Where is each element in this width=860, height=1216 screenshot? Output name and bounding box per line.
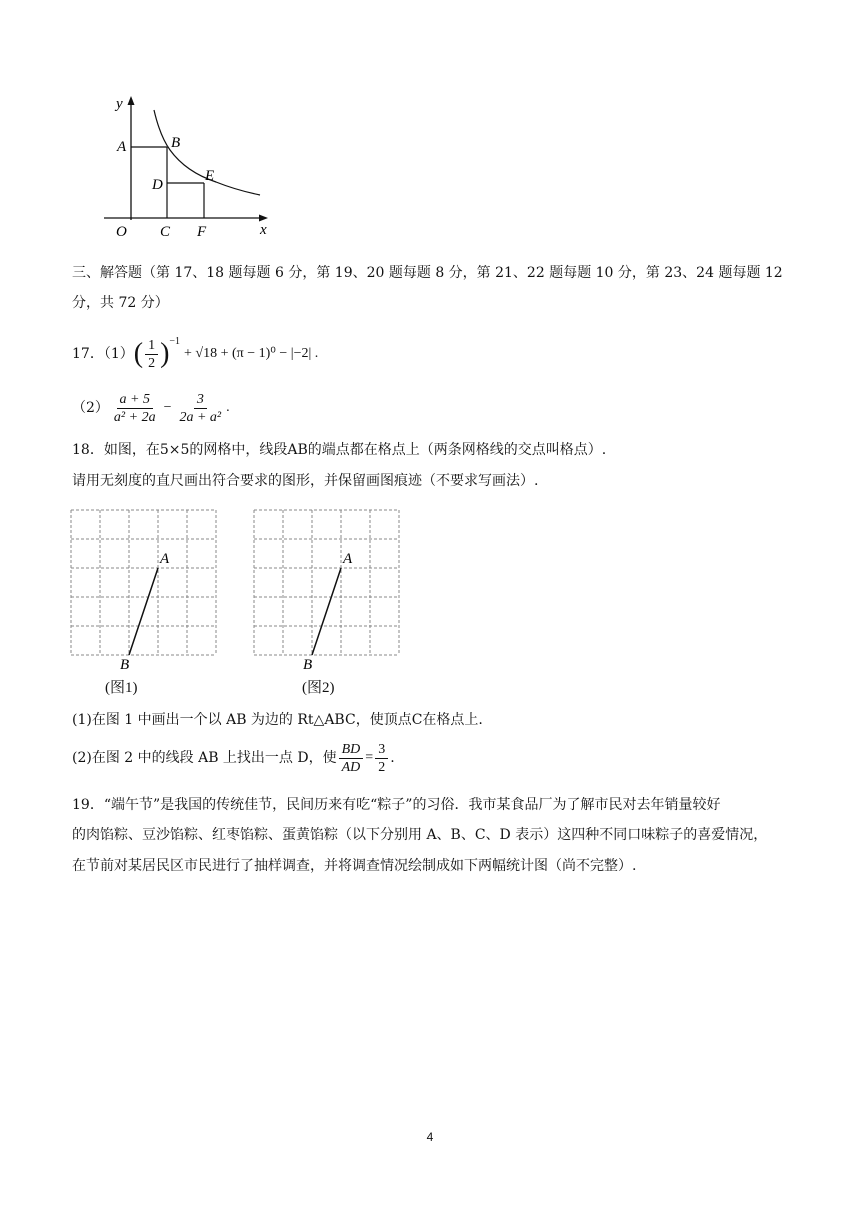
q19-line2: 的肉馅粽、豆沙馅粽、红枣馅粽、蛋黄馅粽（以下分别用 A、B、C、D 表示）这四种不同口味粽子的喜爱情况， [72, 827, 768, 843]
label-e: E [205, 168, 215, 184]
grid-2-segment-ab [312, 568, 341, 655]
y-axis-arrow [128, 96, 135, 105]
q18-part2-value [375, 741, 388, 776]
grid-figure-2 [251, 507, 401, 672]
label-x: x [260, 222, 267, 238]
grid-1-label-a: A [160, 551, 170, 567]
grid-2-caption: (图2) [302, 680, 335, 696]
q18-part1: (1)在图 1 中画出一个以 AB 为边的 Rt△ABC，使顶点C在格点上. [72, 712, 483, 728]
q17-half-fraction [145, 337, 158, 372]
q17-part2-label: （2） [72, 400, 109, 416]
q17-part1: 17．（1） ( $\frac{1}{2}$ ) $^{-1}$ + √18 + (π − 1)⁰ − |−2| . [72, 334, 318, 374]
grid-1-lines [71, 510, 216, 655]
function-graph [96, 92, 286, 242]
label-d: D [152, 177, 163, 193]
grid-2-label-b: B [303, 657, 313, 672]
q17-number: 17．（1） [72, 346, 134, 362]
q17-frac-num: 1 [145, 337, 158, 355]
q19-line3: 在节前对某居民区市民进行了抽样调查，并将调查情况绘制成如下两幅统计图（尚不完整）. [72, 858, 637, 874]
q18-ratio-den: AD [341, 759, 361, 775]
grid-figure-1 [68, 507, 218, 672]
q17-f1-num: a + 5 [117, 391, 153, 409]
label-y: y [116, 96, 123, 112]
q18-value-num: 3 [375, 741, 388, 759]
q17-f2-num: 3 [194, 391, 207, 409]
q17-f2-den: 2a + a² [179, 409, 222, 425]
q18-ratio-num: BD [339, 741, 364, 759]
q17-fraction-2 [176, 391, 224, 426]
q18-part2-text: (2)在图 2 中的线段 AB 上找出一点 D，使 [72, 750, 337, 766]
label-f: F [197, 224, 207, 240]
grid-1-caption: (图1) [105, 680, 138, 696]
q17-end: . [226, 400, 230, 415]
grid-1-segment-ab [129, 568, 158, 655]
q19-line1: 19．“端午节”是我国的传统佳节，民间历来有吃“粽子”的习俗．我市某食品厂为了解市民对去年销量较好 [72, 797, 721, 813]
grid-1-label-b: B [120, 657, 130, 672]
q18-equals: = [365, 750, 374, 765]
section-3-heading-line2: 分，共 72 分） [72, 295, 169, 311]
x-axis-arrow [259, 215, 268, 222]
grid-2-label-a: A [343, 551, 353, 567]
q17-f1-den: a² + 2a [113, 409, 156, 425]
page-number: 4 [426, 1130, 434, 1144]
q17-exponent: −1 [169, 336, 181, 347]
label-a: A [117, 139, 127, 155]
q17-fraction-1 [111, 391, 159, 426]
q18-stem-line2: 请用无刻度的直尺画出符合要求的图形，并保留画图痕迹（不要求写画法）. [72, 473, 539, 489]
q17-rest: + √18 + (π − 1)⁰ − |−2| . [184, 346, 319, 361]
q18-part2-end: . [390, 750, 395, 766]
label-c: C [160, 224, 171, 240]
grid-2-lines [254, 510, 399, 655]
q18-value-den: 2 [378, 759, 386, 775]
q17-frac-den: 2 [148, 355, 156, 371]
section-3-heading-line1: 三、解答题（第 17、18 题每题 6 分，第 19、20 题每题 8 分，第 21、22 题每题 10 分，第 23、24 题每题 12 [72, 265, 783, 281]
q17-part2 [72, 388, 230, 428]
q18-part2 [72, 738, 395, 778]
q18-part2-ratio [339, 741, 364, 776]
label-b: B [171, 135, 181, 151]
label-o: O [116, 224, 127, 240]
q18-stem-line1: 18．如图，在5×5的网格中，线段AB的端点都在格点上（两条网格线的交点叫格点）. [72, 442, 607, 458]
q17-minus: − [163, 400, 172, 415]
